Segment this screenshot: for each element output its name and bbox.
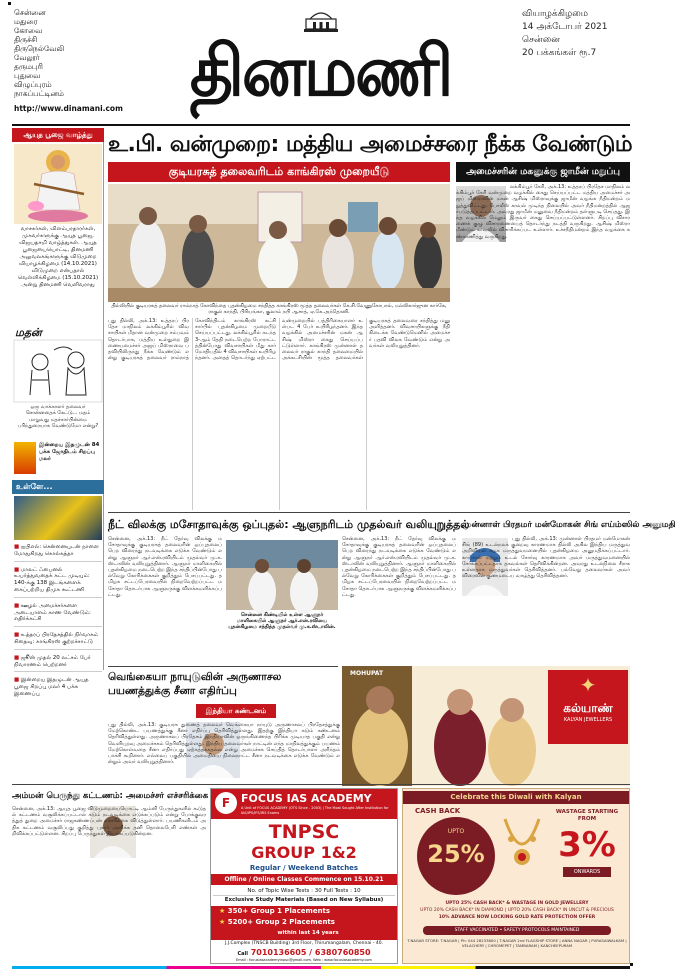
- venkaiah-headline[interactable]: வெங்கையா நாயுடுவின் அருணாசல பயணத்துக்கு சீனா எதிர்ப்பு: [108, 671, 282, 697]
- contents-list: [14, 544, 102, 698]
- masthead-dateline: [522, 8, 632, 60]
- contents-header: உள்ளே...: [12, 480, 104, 494]
- focus-ias-ad[interactable]: [210, 788, 398, 964]
- kalyan-logo-box: [548, 670, 628, 744]
- focus-placements: ★ 350+ Group 1 Placements ★ 5200+ Group 2 Placements within last 14 years: [211, 906, 397, 940]
- focus-placement-2: 5200+ Group 2 Placements: [227, 918, 335, 926]
- focus-mode: Offline / Online Classes Commence on 15.10.21: [211, 874, 397, 885]
- focus-tests: No. of Topic Wise Tests : 30 Full Tests : 10: [213, 887, 395, 896]
- kalyan-logo-icon: ✦: [579, 673, 597, 697]
- kalyan-cashback-badge: [417, 817, 495, 895]
- lead-photo-art: [108, 184, 450, 302]
- section-rule-1: [108, 512, 630, 513]
- city-name: விழுப்புரம்: [14, 80, 52, 89]
- masthead-rule: [12, 124, 630, 126]
- supplement-text: இன்றைய இதழுடன் 84 பக்க ஜோதிடம் சிறப்பு மலர்: [39, 442, 100, 462]
- manmohan-body: புது தில்லி, அக்.13: முன்னாள் பிரதமர் மன்மோகன் சிங் (89) உடல்நலக் குறைவு காரணமாக தில்லி அகில இந்திய மருத்துவ அறிவியல் கழக மருத்துவமனையில் புதன்கிழமை அனுமதிக்கப்பட்டார். காய்ச்சல் மற்றும் உடல் சோர்வு காரணமாக அவர் மருத்துவமனையில் சேர்க்கப்பட்டதாக தகவல்கள் தெரிவிக்கின்றன. அவரது உடல்நிலை சீராக உள்ளதாக மருத்துவர்கள் தெரிவித்தனர். பல்வேறு தலைவர்கள் அவர் விரைவில் குணமடைய வாழ்த்து தெரிவித்தனர்.: [462, 536, 630, 580]
- masthead-cities: [14, 8, 104, 98]
- color-bar: [12, 966, 630, 969]
- kalyan-cashback-label: CASH BACK: [415, 807, 461, 815]
- kalyan-diwali-ad[interactable]: [402, 788, 630, 964]
- lead-photo-caption: தில்லியில் குடியரசுத் தலைவர் ராம்நாத் கோவிந்தை புதன்கிழமை சந்தித்த காங்கிரஸ் மூத்த தலைவர்கள் கே.சி.வேணுகோபால், மல்லிகார்ஜுன கார்கே, ராகுல் காந்தி, பிரியங்கா, குலாம் நபி ஆசாத், ஏ.கே.அந்தோனி.: [111, 303, 447, 315]
- focus-group: GROUP 1&2: [251, 843, 357, 862]
- cartoon-caption: ஒரு வாக்காளர் தலைவர் சொன்னதைக் கேட்டு... மதம் மாறுவது மதச்சார்பின்மை பரிந்துரையாக வேண்டுமோ என்று?: [17, 404, 99, 430]
- kalyan-jewel-art: [499, 809, 545, 897]
- amman-headline[interactable]: அம்மன் பெருந்து கட்டணம்: அமைச்சர் எச்சரிக்கை: [12, 791, 209, 801]
- ayudha-pooja-text: வாசகர்கள், விளம்பரதாரர்கள், முகவர்களுக்கு ஆயுத பூஜை, விஜயதசமி வாழ்த்துகள். ஆயுத பூஜையையொட்டி, தினமணி அலுவலகங்களுக்கு விடுமுறை வியாழக்கிழமை (14.10.2021) விடுமுறை என்பதால் வெள்ளிக்கிழமை (15.10.2021) அன்று தினமணி வெளிவராது: [17, 226, 99, 288]
- masthead: [0, 0, 640, 122]
- ayudha-pooja-label: ஆயுத பூஜை வாழ்த்து: [12, 128, 104, 142]
- pages-price: 20 பக்கங்கள் ரூ.7: [522, 48, 597, 58]
- contents-item[interactable]: ■ ஐபிஎல்: சென்னையுடன் நாளை மோதுகிறது கொல்கத்தா: [14, 544, 102, 562]
- kalyan-safety: STAFF VACCINATED • SAFETY PROTOCOLS MAINTAINED: [423, 926, 611, 935]
- focus-batches: Regular / Weekend Batches: [249, 864, 359, 872]
- neet-body-2: சென்னை, அக்.13: நீட் தேர்வு விலக்கு மசோதாவுக்கு குடியரசுத் தலைவரின் ஒப்புதலைப் பெற விரைந்து நடவடிக்கை எடுக்க வேண்டும் என்று ஆளுநர் ஆர்.என்.ரவியிடம் முதல்வர் மு.க.ஸ்டாலின் வலியுறுத்தினார். ஆளுநர் மாளிகையில் புதன்கிழமை நடைபெற்ற இந்த சந்திப்பின்போது பல்வேறு கோரிக்கைகள் குறித்தும் பேசப்பட்டது. தமிழக சட்டப்பேரவையில் நிறைவேற்றப்பட்ட மசோதா தொடர்பாக ஆளுநருக்கு விளக்கமளிக்கப்பட்டது.: [342, 536, 456, 598]
- venkaiah-body: புது தில்லி, அக்.13: குடியரசு துணைத் தலைவர் வெங்கையா நாயுடு அருணாசலப் பிரதேசத்துக்கு மேற்கொண்ட பயணத்துக்கு சீனா எதிர்ப்பு தெரிவித்துள்ளது. இதற்கு இந்தியா கடும் கண்டனம் தெரிவித்துள்ளது. அருணாசலப் பிரதேசம் இந்தியாவின் ஒருங்கிணைந்த பிரிக்க முடியாத பகுதி என்று வெளியுறவு அமைச்சகம் தெரிவித்துள்ளது. இந்திய தலைவர்கள் நாட்டின் எந்த மாநிலத்துக்கும் பயணம் மேற்கொள்வதை சீனா எதிர்ப்பது ஏற்கத்தக்கதல்ல என்று அமைச்சக செய்தித் தொடர்பாளர் அரிந்தம் பாக்சி கூறினார். எல்லைப் பகுதியில் அமைதியை நிலைநாட்ட சீனா நடவடிக்கை எடுக்க வேண்டும் என்றும் அவர் வலியுறுத்தினார்.: [108, 722, 340, 766]
- city-name: வேலூர்: [14, 53, 40, 62]
- kalyan-brand-en: KALYAN JEWELLERS: [563, 717, 613, 723]
- focus-email[interactable]: Email : focusiasacademytnpsc@gmail.com, Web : www.focusiasacademy.com: [236, 958, 372, 962]
- neet-photo-caption: சென்னை கிண்டியில் உள்ள ஆளுநர் மாளிகையில் ஆளுநர் ஆர்.என்.ரவியை புதன்கிழமை சந்தித்த முதல்வர் மு.க.ஸ்டாலின்.: [228, 612, 336, 630]
- contents-item[interactable]: ■ உத்தரப் பிரதேசத்தில் நிர்வாகம் சிதைவு: காங்கிரஸ் குற்றச்சாட்டு: [14, 632, 102, 650]
- issue-date: 14 அக்டோபர் 2021: [522, 22, 608, 32]
- contents-item[interactable]: ■ இன்றைய இதழுடன் ஆயுத பூஜை சிறப்பு மலர் 4 பக்க இணைப்பு: [14, 677, 89, 697]
- kalyan-wastage-label: WASTAGE STARTING FROM: [555, 809, 619, 822]
- venkaiah-badge: இந்தியா கண்டனம்: [196, 704, 276, 718]
- section-rule-3: [12, 784, 630, 785]
- focus-material: Exclusive Study Materials (Based on New Syllabus): [224, 897, 384, 903]
- sports-photo: [14, 496, 102, 540]
- kalyan-brand: கல்யாண்: [563, 701, 613, 715]
- mohupat-brand: MOHUPAT: [350, 670, 384, 677]
- kalyan-upto: UPTO: [447, 828, 465, 835]
- contents-item[interactable]: ■ மாலட் ஃபைனல் உயர்த்துவதைக் கட்ட முடியும்: 140-க்கு 138 இடங்களைக் கைப்பற்றிய திமுக கூட்டணி: [14, 567, 102, 598]
- kalyan-celebrate: Celebrate this Diwali with Kalyan: [403, 791, 629, 804]
- masthead-url[interactable]: http://www.dinamani.com: [14, 104, 123, 113]
- contents-item[interactable]: ■ ஜூன் முதல் 20 லட்சம் பேர் நிவாரணம் பெற்றனர்: [14, 655, 102, 673]
- contents-item[interactable]: ■ ஊழல் அமைச்சர்களை அடையாளம் காண வேண்டும்: எதிர்க்கட்சி: [14, 603, 102, 627]
- kalyan-cashback-pct: 25%: [427, 840, 485, 868]
- city-name: மதுரை: [14, 17, 38, 26]
- madhan-cartoon-label: மதன்: [15, 326, 42, 339]
- right-top-body: லக்கிம்பூர் கேரி, அக்.13: உத்தரப் பிரதேச மாநிலம் லக்கிம்பூர் கேரி வன்முறை வழக்கில் கைது செய்யப்பட்ட மத்திய அமைச்சர் அஜய் மிஸ்ராவின் மகன் ஆசிஷ் மிஸ்ராவுக்கு ஜாமீன் வழங்க நீதிமன்றம் மறுத்துவிட்டது. போலீஸ் காவல் முடிந்த நிலையில் அவர் நீதிமன்றத்தில் ஆஜர்படுத்தப்பட்டார். அவரது ஜாமீன் மனுவை நீதிமன்றம் தள்ளுபடி செய்தது. இந்த வழக்கில் மேலும் இருவர் கைது செய்யப்பட்டுள்ளனர். சிறப்பு விசாரணைக் குழு விசாரணையைத் தொடர்ந்து நடத்தி வருகிறது. ஆசிஷ் மிஸ்ரா மீண்டும் காவலில் விசாரிக்கப்பட உள்ளார். உச்சநீதிமன்றம் இந்த வழக்கை கண்காணித்து வருகிறது.: [456, 184, 630, 240]
- manmohan-headline[interactable]: முன்னாள் பிரதமர் மன்மோகன் சிங் எய்ம்ஸில் அனுமதி: [462, 520, 676, 530]
- edition-city: சென்னை: [522, 35, 560, 45]
- neet-headline[interactable]: நீட் விலக்கு மசோதாவுக்கு ஒப்புதல்: ஆளுநரிடம் முதல்வர் வலியுறுத்தல்: [108, 518, 470, 531]
- kalyan-stores: T.NAGAR STORE: T.NAGAR | Ph: 044 28233800 | T.NAGAR 2nd FLAGSHIP STORE | ANNA NAGAR | PURASAIWALKAM | VELACHERY | CHROMEPET | TAMBARAM | KANCHEEPURAM: [407, 938, 627, 948]
- city-name: திருச்சி: [14, 35, 38, 44]
- masthead-title: தினமணி: [189, 31, 452, 112]
- focus-placement-1: 350+ Group 1 Placements: [227, 907, 331, 915]
- section-rule-2: [108, 666, 338, 667]
- left-column: [12, 128, 104, 697]
- lead-body: புது தில்லி, அக்.13: உத்தரப் பிரதேச மாநிலம் லக்கிம்பூரில் விவசாயிகள் மீதான வன்முறை சம்பவம் தொடர்பாக, மத்திய உள்துறை இணையமைச்சர் அஜய் மிஸ்ராவை பதவியிலிருந்து நீக்க வேண்டும் என்று குடியரசுத் தலைவர் ராம்நாத் கோவிந்திடம் காங்கிரஸ் கட்சி சார்பில் புதன்கிழமை முறையீடு செய்யப்பட்டது. லக்கிம்பூரில் கடந்த 3-ஆம் தேதி நடைபெற்ற போராட்டத்தின்போது விவசாயிகள் மீது கார் மோதியதில் 4 விவசாயிகள் உயிரிழந்தனர். அதைத் தொடர்ந்து ஏற்பட்ட வன்முறையில் பத்திரிகையாளர் உள்பட 4 பேர் உயிரிழந்தனர். இந்த வழக்கில் அமைச்சரின் மகன் ஆசிஷ் மிஸ்ரா கைது செய்யப்பட்டுள்ளார். காங்கிரஸ் முன்னாள் தலைவர் ராகுல் காந்தி தலைமையில் அக்கட்சியின் மூத்த தலைவர்கள் குடியரசுத் தலைவரை சந்தித்து மனு அளித்தனர். விவசாயிகளுக்கு நீதி கிடைக்க வேண்டுமெனில் அமைச்சர் பதவி விலக வேண்டும் என்று அவர்கள் வலியுறுத்தினர்.: [108, 318, 450, 362]
- city-name: நாகப்பட்டினம்: [14, 89, 64, 98]
- focus-phone[interactable]: 7010136605 / 6380760850: [250, 948, 371, 957]
- neet-photo: [226, 540, 338, 610]
- kalyan-offer-2: UPTO 20% CASH BACK* IN DIAMOND | UPTO 20% CASH BACK* IN UNCUT & PRECIOUS: [420, 908, 614, 913]
- kalyan-offer-3: 10% ADVANCE NOW LOCKING GOLD RATE PROTECTION OFFER: [438, 915, 596, 920]
- city-name: தருமபுரி: [14, 62, 43, 71]
- focus-exam: TNPSC: [268, 821, 340, 843]
- kalyan-offer-1: UPTO 25% CASH BACK* & WASTAGE IN GOLD JEWELLERY: [445, 901, 589, 906]
- focus-brand: FOCUS IAS ACADEMY: [241, 792, 372, 805]
- lead-subhead: குடியரசுத் தலைவரிடம் காங்கிரஸ் முறையீடு: [108, 162, 450, 182]
- right-top-headline[interactable]: அமைச்சரின் மகனுக்கு ஜாமீன் மறுப்பு: [456, 162, 630, 182]
- madhan-cartoon: [14, 340, 102, 402]
- kalyan-wastage-pct: 3%: [558, 825, 616, 865]
- neet-body: சென்னை, அக்.13: நீட் தேர்வு விலக்கு மசோதாவுக்கு குடியரசுத் தலைவரின் ஒப்புதலைப் பெற விரைந்து நடவடிக்கை எடுக்க வேண்டும் என்று ஆளுநர் ஆர்.என்.ரவியிடம் முதல்வர் மு.க.ஸ்டாலின் வலியுறுத்தினார். ஆளுநர் மாளிகையில் புதன்கிழமை நடைபெற்ற இந்த சந்திப்பின்போது பல்வேறு கோரிக்கைகள் குறித்தும் பேசப்பட்டது. தமிழக சட்டப்பேரவையில் நிறைவேற்றப்பட்ட மசோதா தொடர்பாக ஆளுநருக்கு விளக்கமளிக்கப்பட்டது.: [108, 536, 222, 598]
- city-name: திருநெல்வேலி: [14, 44, 65, 53]
- focus-call-label: Call: [237, 951, 248, 957]
- saraswati-illustration: [14, 144, 102, 224]
- focus-address: J.J.Complex (TNSCB Building) 3rd Floor, Thirumangalam, Chennai - 40.: [224, 941, 384, 946]
- city-name: கோவை: [14, 26, 43, 35]
- city-name: புதுவை: [14, 71, 41, 80]
- focus-tagline: A Unit of FOCUS ACADEMY (OTS Since - 2003) | The Most Sought After Institution for IAS/IPS/IFS/IRS Exams: [241, 806, 389, 815]
- focus-placement-3: within last 14 years: [277, 930, 339, 936]
- city-name: சென்னை: [14, 8, 46, 17]
- amman-body: சென்னை, அக்.13: ஆயுத பூஜை விடுமுறையையொட்டி ஆம்னி பேருந்துகளில் கூடுதல் கட்டணம் வசூலிக்கப்பட்டால் கடும் நடவடிக்கை எடுக்கப்படும் என்று போக்குவரத்துத் துறை அமைச்சர் ராஜகண்ணப்பன் எச்சரிக்கை விடுத்துள்ளார். பயணிகளிடம் அதிக கட்டணம் வசூலிப்பது குறித்து புகார் அளிக்க தனி தொலைபேசி எண்கள் அறிவிக்கப்பட்டுள்ளன. சிறப்பு பேருந்துகள் இயக்கப்படுகின்றன.: [12, 806, 206, 837]
- supplement-thumb: [14, 442, 36, 474]
- lead-headline[interactable]: உ.பி. வன்முறை: மத்திய அமைச்சரை நீக்க வேண்டும்: [108, 132, 633, 157]
- supplement-promo: [14, 440, 102, 476]
- lead-photo: [108, 184, 450, 302]
- registration-mark-br: [630, 963, 633, 966]
- weekday: வியாழக்கிழமை: [522, 9, 589, 19]
- focus-logo-icon: F: [215, 792, 237, 814]
- kalyan-onwards: ONWARDS: [563, 867, 611, 877]
- focus-header: [211, 789, 397, 819]
